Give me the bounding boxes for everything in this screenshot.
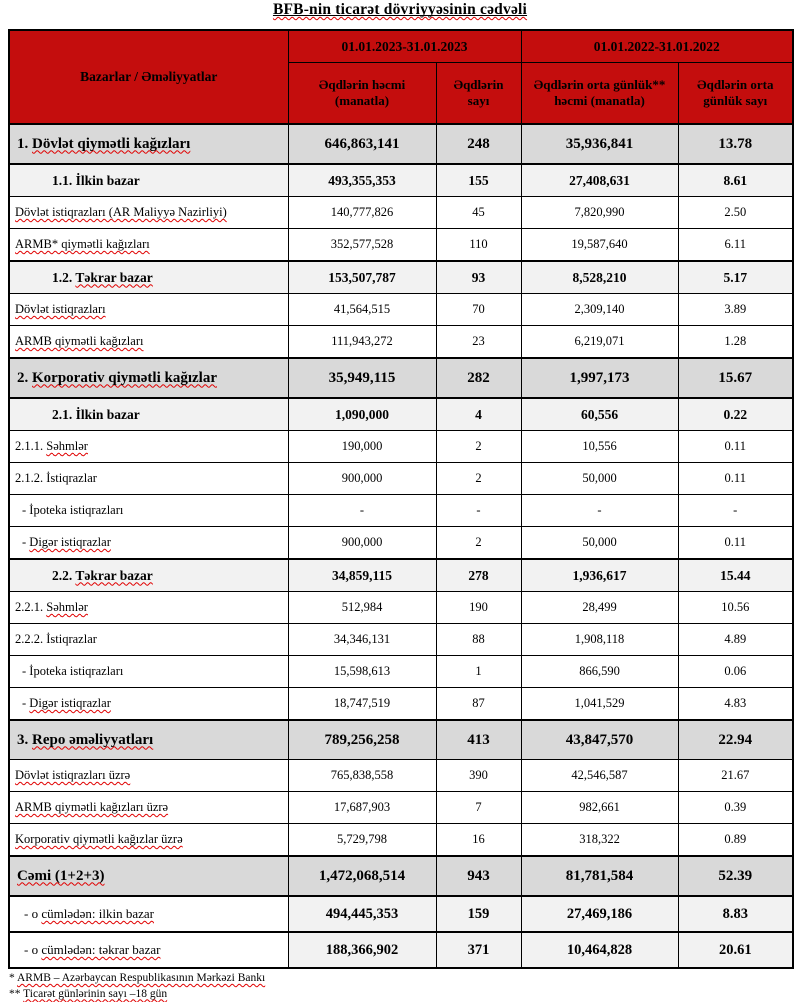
table-row [9,294,793,326]
row-label-text: Səhmlər [46,600,88,614]
row-label-text: Dövlət qiymətli kağızları [32,135,191,152]
row-label-text: İlkin bazar [75,172,140,188]
row-label-prefix: 2.2. [52,567,76,583]
value-cell: 413 [436,720,521,760]
row-label-cell [9,326,288,359]
value-cell: 81,781,584 [521,856,678,896]
value-cell: 866,590 [521,656,678,688]
row-label-prefix: - [22,535,30,549]
value-cell: 45 [436,197,521,229]
value-cell: 371 [436,932,521,968]
row-label-text: Təkrar bazar [75,567,153,583]
value-cell: 140,777,826 [288,197,436,229]
value-cell: 1,472,068,514 [288,856,436,896]
row-label-prefix: 2.2.1. [15,600,47,614]
footnotes [9,971,800,1002]
row-label-text: Dövlət istiqrazları [15,302,106,316]
value-cell: 390 [436,760,521,792]
table-row [9,229,793,262]
row-label-text: İpoteka istiqrazları [29,664,124,678]
row-label-text: ARMB qiymətli kağızları üzrə [15,800,169,814]
value-cell: 278 [436,559,521,592]
value-cell: 0.06 [678,656,793,688]
value-cell: 34,346,131 [288,624,436,656]
value-cell: 13.78 [678,124,793,164]
value-cell: 190,000 [288,431,436,463]
value-cell: 4.83 [678,688,793,721]
row-label-cell [9,398,288,431]
value-cell: 5.17 [678,261,793,294]
value-cell: 4 [436,398,521,431]
value-cell: 110 [436,229,521,262]
header-markets-operations: Bazarlar / Əməliyyatlar [9,30,288,124]
value-cell: 943 [436,856,521,896]
row-label-text: cümlədən: ilkin bazar [41,906,154,921]
value-cell: 19,587,640 [521,229,678,262]
value-cell: 41,564,515 [288,294,436,326]
row-label-prefix: - o [24,906,42,921]
value-cell: 6.11 [678,229,793,262]
value-cell: 493,355,353 [288,164,436,197]
page-title [0,1,800,19]
value-cell: 282 [436,358,521,398]
header-volume-2023: Əqdlərin həcmi (manatla) [288,63,436,125]
table-row [9,358,793,398]
row-label-text: Korporativ qiymətli kağızlar üzrə [15,832,183,846]
value-cell: 1,908,118 [521,624,678,656]
header-period-2023: 01.01.2023-31.01.2023 [288,30,521,63]
value-cell: 1,997,173 [521,358,678,398]
value-cell: 35,949,115 [288,358,436,398]
value-cell: 17,687,903 [288,792,436,824]
value-cell: 646,863,141 [288,124,436,164]
row-label-text: Digər istiqrazlar [29,696,111,710]
table-row [9,559,793,592]
row-label-cell [9,197,288,229]
row-label-prefix: 2.2.2. [15,632,47,646]
value-cell: 159 [436,896,521,932]
value-cell: 52.39 [678,856,793,896]
row-label-text: İlkin bazar [75,406,140,422]
row-label-prefix: 2.1.1. [15,439,47,453]
row-label-prefix: - [22,696,30,710]
row-label-cell [9,463,288,495]
row-label-cell [9,932,288,968]
row-label-cell [9,527,288,560]
row-label-text: Repo əməliyyatları [32,731,154,748]
value-cell: 50,000 [521,463,678,495]
row-label-cell [9,856,288,896]
footnote-armb: * ARMB – Azərbaycan Respublikasının Mərkəzi Bankı [9,972,266,984]
row-label-cell [9,656,288,688]
row-label-prefix: 3. [17,731,32,748]
value-cell: 900,000 [288,527,436,560]
value-cell: 0.22 [678,398,793,431]
value-cell: 8,528,210 [521,261,678,294]
table-row [9,495,793,527]
value-cell: 42,546,587 [521,760,678,792]
header-avg-count-2022: Əqdlərin orta günlük sayı [678,63,793,125]
row-label-text: Digər istiqrazlar [29,535,111,549]
value-cell: 765,838,558 [288,760,436,792]
value-cell: 7 [436,792,521,824]
value-cell: 7,820,990 [521,197,678,229]
value-cell: 50,000 [521,527,678,560]
value-cell: 20.61 [678,932,793,968]
row-label-text: cümlədən: təkrar bazar [41,942,161,957]
value-cell: 111,943,272 [288,326,436,359]
table-row [9,656,793,688]
value-cell: 1,090,000 [288,398,436,431]
value-cell: 1,041,529 [521,688,678,721]
value-cell: 34,859,115 [288,559,436,592]
value-cell: 10.56 [678,592,793,624]
row-label-text: Dövlət istiqrazları üzrə [15,768,131,782]
table-row [9,527,793,560]
value-cell: 0.11 [678,527,793,560]
value-cell: 318,322 [521,824,678,857]
page-title-text: BFB-nin ticarət dövriyyəsinin cədvəli [272,1,528,18]
value-cell: 0.11 [678,463,793,495]
table-row [9,431,793,463]
value-cell: 2 [436,431,521,463]
value-cell: - [288,495,436,527]
table-row [9,624,793,656]
table-row [9,824,793,857]
row-label-cell [9,431,288,463]
row-label-prefix: - [22,503,30,517]
table-row [9,398,793,431]
table-row [9,760,793,792]
header-count-2023: Əqdlərin sayı [436,63,521,125]
value-cell: - [436,495,521,527]
row-label-prefix: 1. [17,135,32,152]
value-cell: 23 [436,326,521,359]
row-label-cell [9,229,288,262]
row-label-text: Korporativ qiymətli kağızlar [32,369,217,386]
footnote-trading-days: ** Ticarət günlərinin sayı –18 gün [9,987,168,1000]
value-cell: 1.28 [678,326,793,359]
row-label-prefix: 1.1. [52,172,76,188]
value-cell: 0.39 [678,792,793,824]
value-cell: 2 [436,527,521,560]
row-label-cell [9,824,288,857]
table-row [9,792,793,824]
value-cell: 789,256,258 [288,720,436,760]
row-label-prefix: 2.1. [52,406,76,422]
value-cell: 22.94 [678,720,793,760]
row-label-prefix: 1.2. [52,269,76,285]
value-cell: 43,847,570 [521,720,678,760]
value-cell: 2 [436,463,521,495]
table-row [9,688,793,721]
value-cell: 35,936,841 [521,124,678,164]
value-cell: 93 [436,261,521,294]
value-cell: - [678,495,793,527]
value-cell: 15,598,613 [288,656,436,688]
value-cell: 190 [436,592,521,624]
row-label-text: İstiqrazlar [46,471,97,485]
header-period-row [9,30,793,63]
row-label-cell [9,688,288,721]
value-cell: 15.67 [678,358,793,398]
row-label-cell [9,261,288,294]
row-label-prefix: - [22,664,30,678]
value-cell: 10,464,828 [521,932,678,968]
value-cell: 2.50 [678,197,793,229]
table-row [9,164,793,197]
table-row [9,592,793,624]
value-cell: 10,556 [521,431,678,463]
value-cell: 8.61 [678,164,793,197]
table-row [9,896,793,932]
table-row [9,326,793,359]
row-label-text: Səhmlər [46,439,88,453]
value-cell: 0.11 [678,431,793,463]
value-cell: 982,661 [521,792,678,824]
table-row [9,720,793,760]
value-cell: 900,000 [288,463,436,495]
value-cell: 4.89 [678,624,793,656]
row-label-cell [9,624,288,656]
value-cell: 87 [436,688,521,721]
document-page [0,1,800,1000]
value-cell: 60,556 [521,398,678,431]
table-row [9,932,793,968]
row-label-text: Təkrar bazar [75,269,153,285]
value-cell: 18,747,519 [288,688,436,721]
row-label-cell [9,124,288,164]
row-label-cell [9,720,288,760]
table-row [9,463,793,495]
row-label-text: Cəmi (1+2+3) [17,867,105,884]
row-label-cell [9,896,288,932]
row-label-cell [9,592,288,624]
header-period-2022: 01.01.2022-31.01.2022 [521,30,793,63]
value-cell: 188,366,902 [288,932,436,968]
value-cell: 1,936,617 [521,559,678,592]
row-label-cell [9,559,288,592]
header-avg-volume-2022: Əqdlərin orta günlük** həcmi (manatla) [521,63,678,125]
value-cell: 494,445,353 [288,896,436,932]
table-row [9,856,793,896]
value-cell: 88 [436,624,521,656]
row-label-text: İpoteka istiqrazları [29,503,124,517]
value-cell: 21.67 [678,760,793,792]
value-cell: 8.83 [678,896,793,932]
value-cell: 1 [436,656,521,688]
value-cell: 27,408,631 [521,164,678,197]
row-label-prefix: - o [24,942,42,957]
value-cell: 5,729,798 [288,824,436,857]
value-cell: 6,219,071 [521,326,678,359]
table-header [9,30,793,124]
value-cell: 0.89 [678,824,793,857]
row-label-cell [9,358,288,398]
table-body [9,124,793,968]
value-cell: 15.44 [678,559,793,592]
row-label-prefix: 2. [17,369,32,386]
value-cell: 155 [436,164,521,197]
value-cell: 2,309,140 [521,294,678,326]
table-row [9,124,793,164]
row-label-cell [9,164,288,197]
value-cell: 3.89 [678,294,793,326]
row-label-cell [9,760,288,792]
row-label-cell [9,495,288,527]
table-row [9,261,793,294]
data-table [8,29,794,969]
value-cell: 70 [436,294,521,326]
value-cell: 153,507,787 [288,261,436,294]
value-cell: 512,984 [288,592,436,624]
value-cell: 16 [436,824,521,857]
row-label-cell [9,294,288,326]
value-cell: 248 [436,124,521,164]
row-label-prefix: 2.1.2. [15,471,47,485]
value-cell: 352,577,528 [288,229,436,262]
value-cell: 28,499 [521,592,678,624]
row-label-cell [9,792,288,824]
value-cell: - [521,495,678,527]
table-row [9,197,793,229]
row-label-text: ARMB* qiymətli kağızları [15,237,150,251]
row-label-text: İstiqrazlar [46,632,97,646]
value-cell: 27,469,186 [521,896,678,932]
row-label-text: ARMB qiymətli kağızları [15,334,144,348]
row-label-text: Dövlət istiqrazları (AR Maliyyə Nazirliyi) [15,205,227,219]
